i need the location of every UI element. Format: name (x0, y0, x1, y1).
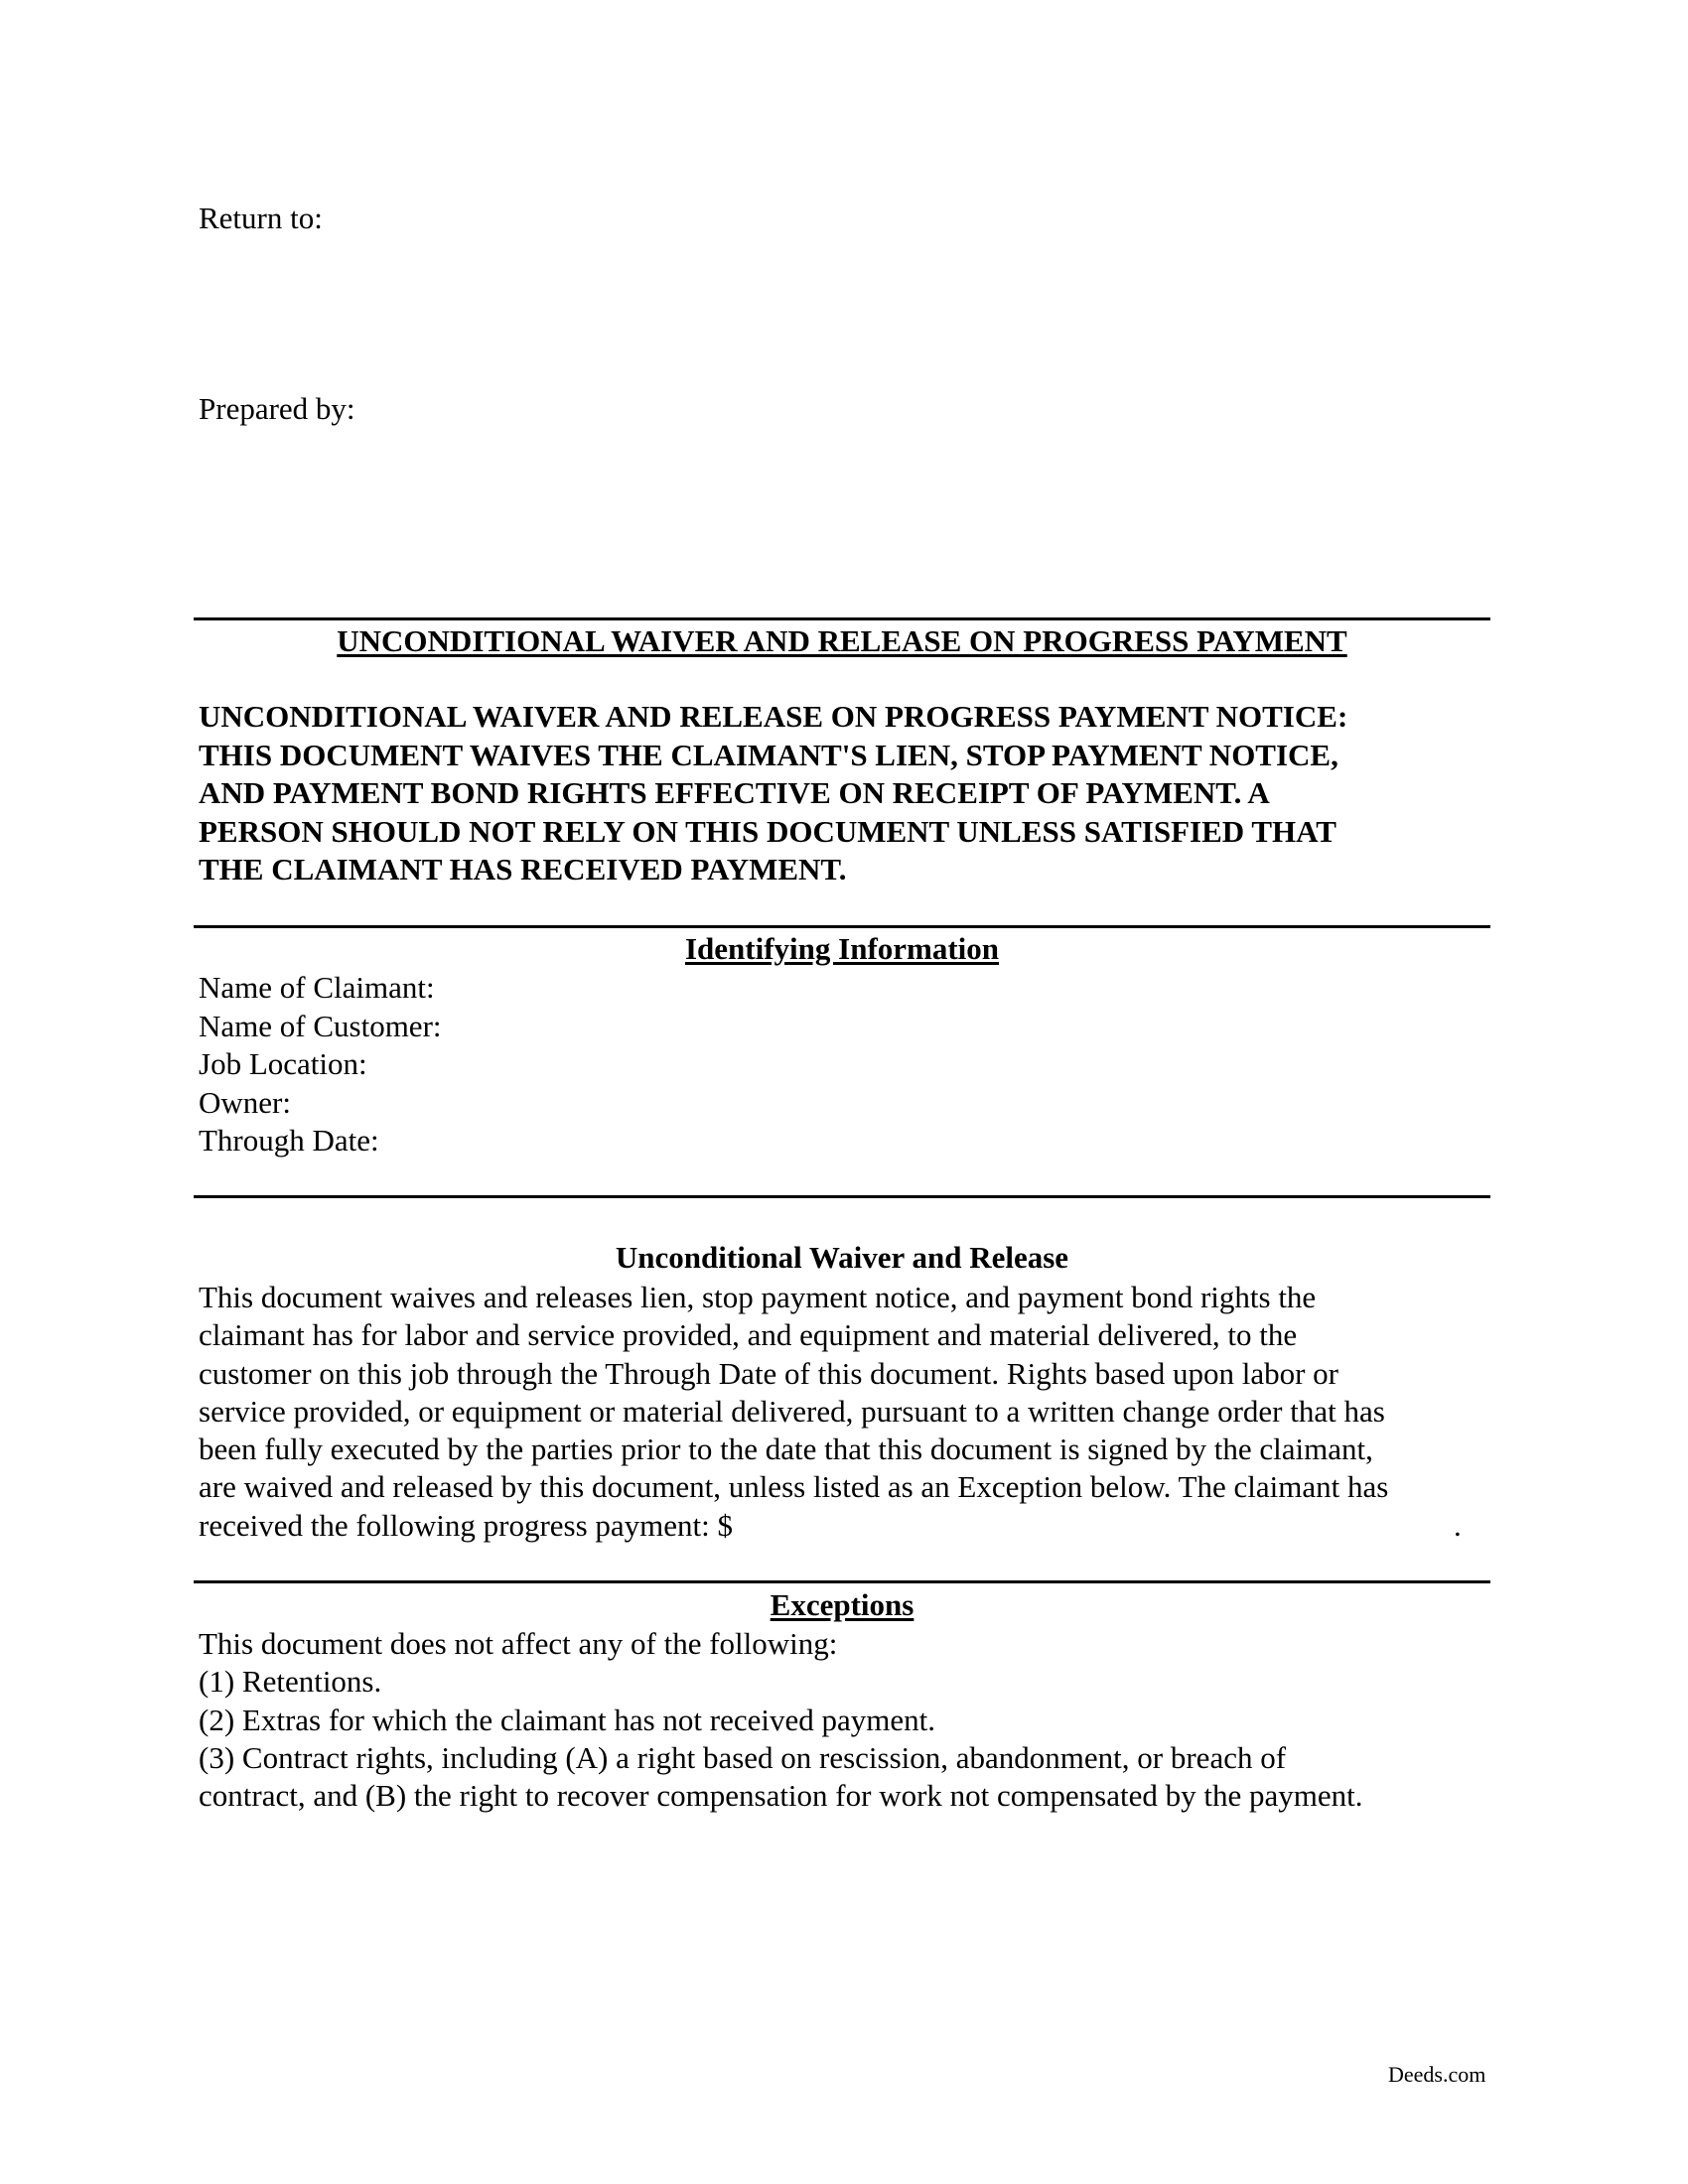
exception-item-continuation: contract, and (B) the right to recover compensation for work not compensated by the payment. (199, 1778, 1363, 1814)
exception-item: (3) Contract rights, including (A) a right based on rescission, abandonment, or breach of (199, 1739, 1287, 1775)
notice-block (199, 698, 1489, 889)
waiver-amount-terminator: . (1454, 1507, 1462, 1543)
identifying-heading (194, 930, 1490, 968)
exception-item: (2) Extras for which the claimant has not received payment. (199, 1702, 936, 1737)
prepared-by-label: Prepared by: (199, 391, 355, 426)
exceptions-top-rule (194, 1580, 1490, 1583)
field-customer-label: Name of Customer: (199, 1008, 442, 1043)
waiver-line: service provided, or equipment or material delivered, pursuant to a written change order that has (199, 1393, 1385, 1429)
notice-line: UNCONDITIONAL WAIVER AND RELEASE ON PROGRESS PAYMENT NOTICE: (199, 699, 1348, 734)
waiver-amount-line (199, 1507, 1499, 1545)
title-top-rule (194, 617, 1490, 620)
document-title (194, 622, 1490, 660)
notice-line: THE CLAIMANT HAS RECEIVED PAYMENT. (199, 852, 847, 887)
notice-line: AND PAYMENT BOND RIGHTS EFFECTIVE ON RECEIPT OF PAYMENT. A (199, 775, 1270, 810)
waiver-paragraph (199, 1279, 1499, 1545)
exceptions-list (199, 1625, 1362, 1815)
waiver-line: This document waives and releases lien, stop payment notice, and payment bond rights the (199, 1280, 1317, 1314)
waiver-line: claimant has for labor and service provided, and equipment and material delivered, to the (199, 1317, 1298, 1353)
exceptions-heading-text: Exceptions (770, 1587, 914, 1622)
document-title-text: UNCONDITIONAL WAIVER AND RELEASE ON PROGRESS PAYMENT (337, 623, 1347, 658)
field-job-location-label: Job Location: (199, 1046, 367, 1081)
waiver-heading: Unconditional Waiver and Release (615, 1240, 1069, 1275)
exceptions-intro: This document does not affect any of the following: (199, 1626, 838, 1661)
identifying-heading-text: Identifying Information (684, 931, 1000, 966)
waiver-amount-prefix: received the following progress payment: $ (199, 1507, 734, 1543)
waiver-line: customer on this job through the Through Date of this document. Rights based upon labor or (199, 1355, 1338, 1391)
exceptions-heading (194, 1586, 1490, 1624)
field-through-date-label: Through Date: (199, 1123, 379, 1158)
identifying-fields (199, 969, 442, 1160)
waiver-line: been fully executed by the parties prior to the date that this document is signed by the claimant, (199, 1432, 1373, 1467)
waiver-line: are waived and released by this document, unless listed as an Exception below. The claimant has (199, 1469, 1389, 1505)
footer-brand: Deeds.com (1388, 2062, 1486, 2087)
identifying-top-rule (194, 925, 1490, 928)
notice-line: PERSON SHOULD NOT RELY ON THIS DOCUMENT UNLESS SATISFIED THAT (199, 813, 1336, 849)
notice-line: THIS DOCUMENT WAIVES THE CLAIMANT'S LIEN, STOP PAYMENT NOTICE, (199, 737, 1338, 772)
waiver-top-rule (194, 1195, 1490, 1198)
exception-item: (1) Retentions. (199, 1664, 382, 1700)
field-claimant-label: Name of Claimant: (199, 970, 435, 1005)
return-to-label: Return to: (199, 201, 323, 235)
field-owner-label: Owner: (199, 1084, 291, 1120)
